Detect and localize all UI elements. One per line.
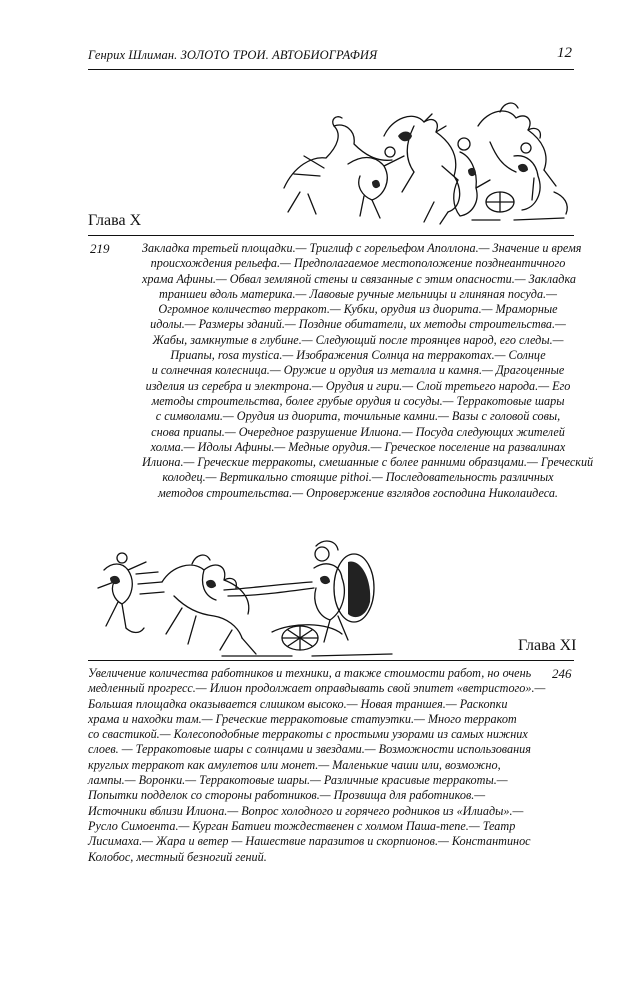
summary-line: происхождения рельефа.— Предполагаемое местоположение позднеантичного [150, 256, 566, 271]
summary-line: траншеи вдоль материка.— Лавовые ручные мельницы и глиняная посуда.— [159, 286, 557, 301]
summary-line: Русло Симоента.— Курган Батиеи тождественен с холмом Паша-тепе.— Театр [88, 818, 516, 833]
summary-line: Огромное количество терракот.— Кубки, орудия из диорита.— Мраморные [158, 302, 558, 317]
chariot-warrior-illustration-icon [92, 538, 412, 662]
chariot-horses-illustration-icon [264, 96, 576, 228]
summary-line: изделия из серебра и электрона.— Орудия и гири.— Слой третьего народа.— Его [145, 378, 571, 393]
chapter-10-summary [142, 241, 594, 501]
summary-line: храма Афины.— Обвал земляной стены и связанные с этим опасности.— Закладка [142, 271, 576, 286]
summary-line: Увеличение количества работников и техники, а также стоимости работ, но очень [88, 666, 532, 680]
header-divider [88, 69, 574, 70]
running-header-page-number: 12 [557, 45, 572, 61]
summary-line: Источники вблизи Илиона.— Вопрос холодного и горячего родников из «Илиады».— [88, 803, 524, 818]
running-header [88, 42, 574, 66]
chapter-11-summary [88, 666, 544, 865]
summary-line: со свастикой.— Колесоподобные терракоты с простыми узорами из самых нижних [88, 727, 528, 742]
summary-line: лампы.— Воронки.— Терракотовые шары.— Различные красивые терракоты.— [88, 773, 508, 788]
summary-line: Попытки подделок со стороны работников.— Прозвища для работников.— [88, 788, 486, 803]
summary-line: и солнечная колесница.— Оружие и орудия из металла и камня.— Драгоценные [151, 363, 565, 378]
summary-line: Закладка третьей площадки.— Триглиф с горельефом Аполлона.— Значение и время [142, 241, 582, 255]
summary-line: Лисимаха.— Жара и ветер — Нашествие паразитов и скорпионов.— Константинос [88, 834, 531, 849]
summary-line: Приапы, rosa mystica.— Изображения Солнца на терракотах.— Солнце [170, 348, 546, 363]
chapter-10-illustration [264, 96, 576, 228]
summary-line: идолы.— Размеры зданий.— Поздние обитатели, их методы строительства.— [150, 317, 566, 332]
chapter-10-divider [88, 235, 574, 236]
summary-line: Колобос, местный безногий гений. [88, 849, 267, 864]
summary-line: слоев. — Терракотовые шары с солнцами и звездами.— Возможности использования [88, 742, 531, 757]
summary-line: Большая площадка оказывается слишком высоко.— Новая траншея.— Раскопки [88, 696, 508, 711]
chapter-10-start-page: 219 [90, 241, 110, 256]
summary-line: методов строительства.— Опровержение взглядов господина Николаидеса. [158, 485, 558, 500]
summary-line: медленный прогресс.— Илион продолжает оправдывать свой эпитет «ветристого».— [88, 681, 546, 696]
summary-line: холма.— Идолы Афины.— Медные орудия.— Греческое поселение на развалинах [150, 439, 566, 454]
summary-line: методы строительства, более грубые орудия и сосуды.— Терракотовые шары [151, 393, 565, 408]
summary-line: Илиона.— Греческие терракоты, смешанные с более ранними образцами.— Греческий [142, 455, 594, 470]
summary-line: Жабы, замкнутые в глубине.— Следующий после троянцев народ, его следы.— [152, 332, 564, 347]
chapter-11-start-page: 246 [552, 666, 572, 681]
summary-line: храма и находки там.— Греческие терракотовые статуэтки.— Много терракот [88, 711, 517, 726]
running-header-title: Генрих Шлиман. ЗОЛОТО ТРОИ. АВТОБИОГРАФИЯ [88, 48, 378, 62]
summary-line: с символами.— Орудия из диорита, точильные камни.— Вазы с головой совы, [155, 409, 561, 424]
chapter-10-title: Глава X [88, 212, 142, 229]
summary-line: круглых терракот как амулетов или монет.— Маленькие чаши или, возможно, [88, 757, 501, 772]
chapter-11-divider [88, 660, 574, 661]
summary-line: снова приапы.— Очередное разрушение Илиона.— Посуда следующих жителей [151, 424, 565, 439]
summary-line: колодец.— Вертикально стоящие pithoi.— Последовательность различных [162, 470, 554, 485]
chapter-11-illustration [92, 538, 412, 662]
chapter-11-title: Глава XI [518, 637, 577, 654]
